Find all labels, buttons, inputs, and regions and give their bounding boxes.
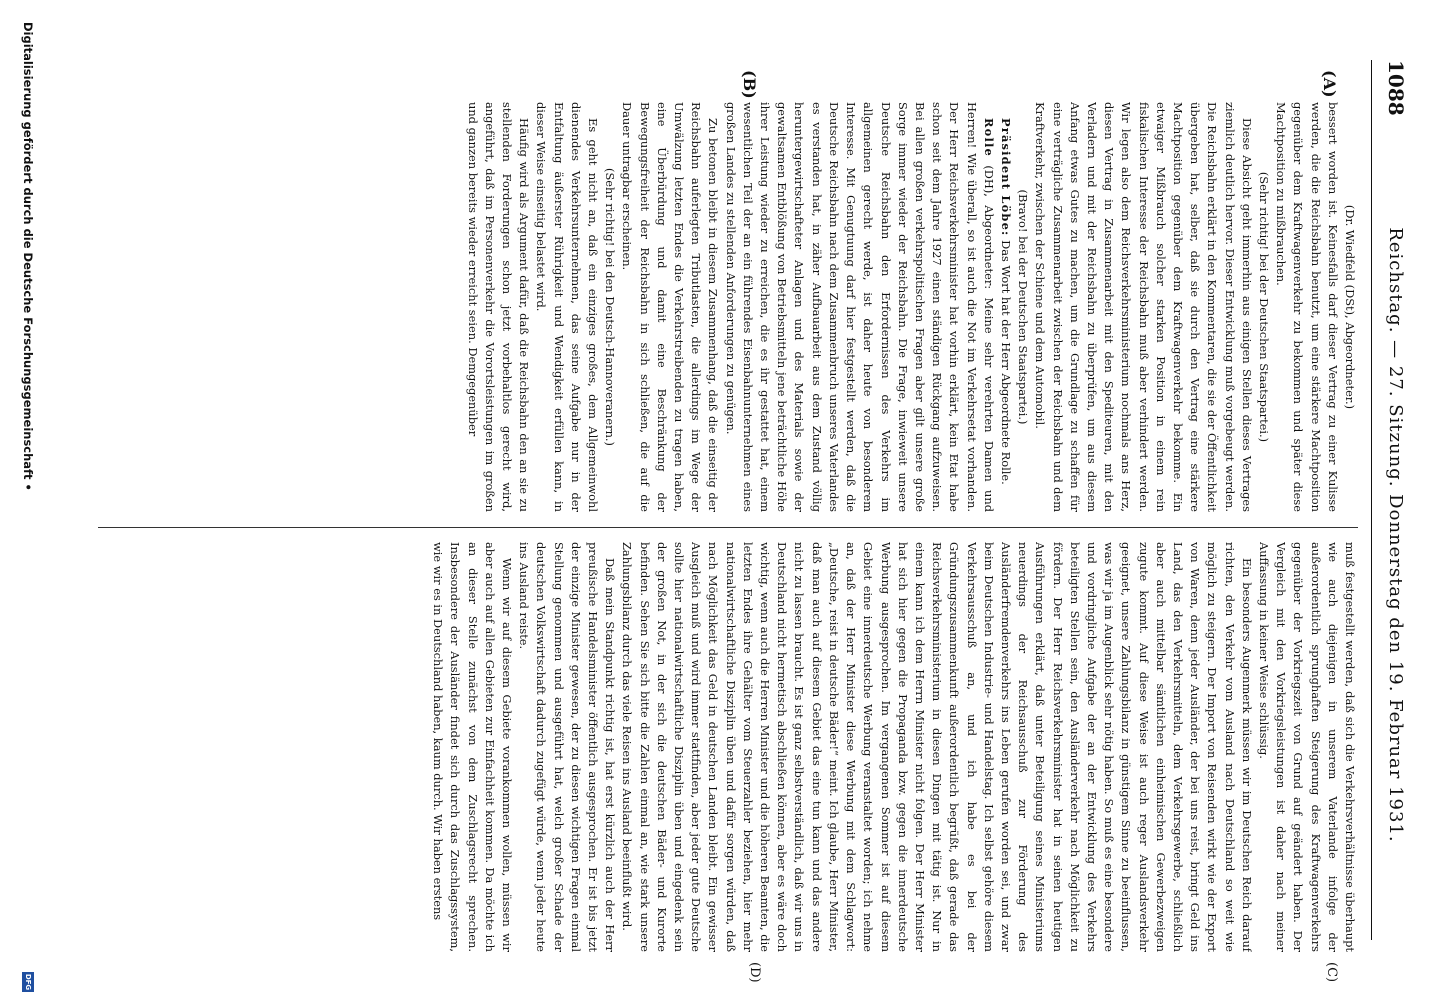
margin-marker-c: (C) <box>1324 962 1339 983</box>
column-divider <box>98 527 1358 528</box>
speaker-name: Präsident Löbe: <box>998 118 1013 237</box>
left-column <box>88 102 1358 512</box>
speaker-text: Das Wort hat der Herr Abgeordnete Rolle. <box>998 240 1013 485</box>
margin-marker-d: (D) <box>747 962 762 983</box>
speaker-paragraph <box>997 102 1014 512</box>
paragraph: muß festgestellt werden, daß sich die Verkehrsverhältnisse überhaupt wie auch diejenigen in unserem Vaterlande infolge der außerordentlich sprunghaften Steigerung des Kraftwagenverkehrs gegenüber der Vorkriegszeit von Grund auf geändert haben. Der Vergleich mit den Vorkriegsleistungen ist daher nach meiner Auffassung in keiner Weise schlüssig. <box>1256 542 1357 952</box>
digitization-footer <box>16 0 38 1000</box>
dfg-logo: DFG <box>24 973 32 991</box>
paragraph: Häufig wird als Argument dafür, daß die Reichsbahn den an sie zu stellenden Forderungen schon jetzt vorbehaltlos gerecht wird, angeführt, daß im Personenverkehr die Vorortsleistungen im großen und ganzen bereits wieder erreicht seien. Demgegenüber <box>465 102 532 512</box>
paragraph: bessert worden ist. Keinesfalls darf dieser Vertrag zu einer Kulisse werden, die die Reichsbahn benutzt, um eine stärkere Machtposition gegenüber dem Kraftwagenverkehr zu bekommen und später diese Machtposition zu mißbrauchen. <box>1274 102 1340 512</box>
funding-notice: Digitalisierung gefördert durch die Deutsche Forschungsgemeinschaft • <box>21 22 35 491</box>
interjection: (Sehr richtig! bei den Deutsch-Hannoveranern.) <box>603 168 618 446</box>
speaker-name: Rolle <box>981 118 996 157</box>
page-header <box>1371 60 1412 940</box>
speaker-continuation: (Dr. Wiedfeld (DSt), Abgeordneter.) <box>1343 204 1357 410</box>
right-column <box>88 542 1358 952</box>
speaker-paragraph <box>721 102 996 512</box>
paragraph: Zu betonen bleibt in diesem Zusammenhang, daß die einseitig der Reichsbahn auferlegten Tributlasten, die allerdings im Wege der Umwälzung letzten Endes die Verkehrstreibenden zu tragen haben, eine Überbürdung und damit eine Beschränkung der Bewegungsfreiheit der Reichsbahn in sich schließen, die auf die Dauer untragbar erscheinen. <box>620 102 721 512</box>
paragraph: Ein besonders Augenmerk müssen wir im Deutschen Reich darauf richten, den Verkehr vom Ausland nach Deutschland so weit wie möglich zu steigern. Der Import von Reisenden wirkt wie der Export von Waren, denn jeder Ausländer, der bei uns reist, bringt Geld ins Land, das den Verkehrsmitteln, dem Verkehrsgewerbe, schließlich aber auch mittelbar sämtlichen einheimischen Gewerbezweigen zugute kommt. Auf diese Weise ist auch reger Auslandsverkehr geeignet, unsere Zahlungsbilanz in günstigem Sinne zu beeinflussen, was wir ja im Augenblick sehr nötig haben. So muß es eine besondere und vordringliche Aufgabe der an der Entwicklung des Verkehrs beteiligten Stellen sein, den Ausländerverkehr nach Möglichkeit zu fördern. Der Herr Reichsverkehrsminister hat in seinen heutigen Ausführungen erklärt, daß unter Beteiligung seines Ministeriums neuerdings der Reichsausschuß zur Förderung des Ausländerfremdenverkehrs ins Leben gerufen worden sei, und zwar beim Deutschen Industrie- und Handelstag. Ich selbst gehöre diesem Verkehrsausschuß an, und ich habe es bei der Gründungszusammenkunft außerordentlich begrüßt, daß gerade das Reichsverkehrsministerium in diesen Dingen mit tätig ist. Nur in einem kann ich dem Herrn Minister nicht folgen. Der Herr Minister hat sich hier gegen die Propaganda bzw. gegen die innerdeutsche Werbung ausgesprochen. Im vergangenen Sommer ist auf diesem Gebiet eine innerdeutsche Werbung veranstaltet worden; ich nehme an, daß der Herr Minister diese Werbung mit dem Schlagwort: „Deutsche, reist in deutsche Bäder!“ meint. Ich glaube, Herr Minister, daß man auch auf diesem Gebiet das eine tun kann und das andere nicht zu lassen braucht. Es ist ganz selbstverständlich, daß wir uns in Deutschland nicht hermetisch abschließen können, aber es wäre doch wichtig, wenn auch die Herren Minister und die höheren Beamten, die letzten Endes ihre Gehälter vom Steuerzahler beziehen, hier mehr nationalwirtschaftliche Disziplin üben und dafür sorgen würden, daß nach Möglichkeit das Geld in deutschen Landen bleibt. Ein gewisser Ausgleich muß und wird immer stattfinden, aber jeder gute Deutsche sollte hier nationalwirtschaftliche Disziplin üben und eingedenk sein der großen Not, in der sich die deutschen Bäder- und Kurorte befinden. Sehen Sie sich bitte die Zahlen einmal an, wie stark unsere Zahlungsbilanz durch das viele Reisen ins Ausland beeinflußt wird. <box>620 542 1254 952</box>
running-title: Reichstag. — 27. Sitzung. Donnerstag den 19. Februar 1931. <box>1385 227 1406 843</box>
interjection: (Sehr richtig! bei der Deutschen Staatspartei.) <box>1256 171 1271 443</box>
margin-marker-a: (A) <box>1320 70 1339 98</box>
paragraph: Es geht nicht an, daß ein einziges großes, dem Allgemeinwohl dienendes Verkehrsunternehmen, das seine Aufgabe nur in der Entfaltung äußerster Rührigkeit und Wendigkeit erfüllen kann, in dieser Weise einseitig belastet wird. <box>534 102 601 512</box>
paragraph: Daß mein Standpunkt richtig ist, hat erst kürzlich auch der Herr preußische Handelsminister öffentlich ausgesprochen. Er ist bis jetzt der einzige Minister gewesen, der zu diesen wichtigen Fragen einmal Stellung genommen und ausgeführt hat, welch großer Schade der deutschen Volkswirtschaft dadurch zugefügt würde, wenn jeder heute ins Ausland reiste. <box>517 542 618 952</box>
speaker-text: (DH), Abgeordneter: Meine sehr verehrten Damen und Herren! Wie überall, so ist auch die Not im Verkehrsetat vorhanden. Der Herr Reichsverkehrsminister hat vorhin erklärt, kein Etat habe schon seit dem Jahre 1927 einen ständigen Rückgang aufzuweisen. Bei allen großen verkehrspolitischen Fragen aber gilt unsere große Sorge immer wieder der Reichsbahn. Die Frage, inwieweit unsere Deutsche Reichsbahn den Erfordernissen des Verkehrs im allgemeinen gerecht werde, ist daher heute von besonderem Interesse. Mit Genugtuung darf hier festgestellt werden, daß die Deutsche Reichsbahn nach dem Zusammenbruch unseres Vaterlandes es verstanden hat, in zäher Aufbauarbeit aus dem Zustand völlig heruntergewirtschafteter Anlagen und des Materials sowie der gewaltsamen Entblößung von Betriebsmitteln jene beträchtliche Höhe ihrer Leistung wieder zu erreichen, die es ihr gestattet hat, einem wesentlichen Teil der an ein führendes Eisenbahnunternehmen eines großen Landes zu stellenden Anforderungen zu genügen. <box>723 102 996 512</box>
margin-marker-b: (B) <box>740 70 759 99</box>
paragraph: Diese Absicht geht immerhin aus einigen Stellen dieses Vertrages ziemlich deutlich hervor. Dieser Entwicklung muß vorgebeugt werden. Die Reichsbahn erklärt in den Kommentaren, die sie der Öffentlichkeit übergeben hat, selber, daß sie durch den Vertrag eine stärkere Machtposition gegenüber dem Kraftwagenverkehr bekomme. Ein etwaiger Mißbrauch solcher starken Position in einem rein fiskalischen Interesse der Reichsbahn muß aber verhindert werden. Wir legen also dem Reichsverkehrsministerium nochmals ans Herz, diesen Vertrag in Zusammenarbeit mit den Spediteuren, mit den Verladern und mit der Reichsbahn zu überprüfen, um aus diesem Anfang etwas Gutes zu machen, um die Grundlage zu schaffen für eine verträgliche Zusammenarbeit zwischen der Reichsbahn und dem Kraftverkehr, zwischen der Schiene und dem Automobil. <box>1033 102 1254 512</box>
page-number: 1088 <box>1384 60 1408 116</box>
paragraph: Wenn wir auf diesem Gebiete vorankommen wollen, müssen wir aber auch auf allen Gebieten zur Einfachheit kommen. Da möchte ich an dieser Stelle zunächst von dem Zuschlagsrecht sprechen. Insbesondere der Ausländer findet sich durch das Zuschlagssystem, wie wir es in Deutschland haben, kaum durch. Wir haben erstens <box>431 542 515 952</box>
interjection: (Bravo! bei der Deutschen Staatspartei.) <box>1016 189 1031 425</box>
